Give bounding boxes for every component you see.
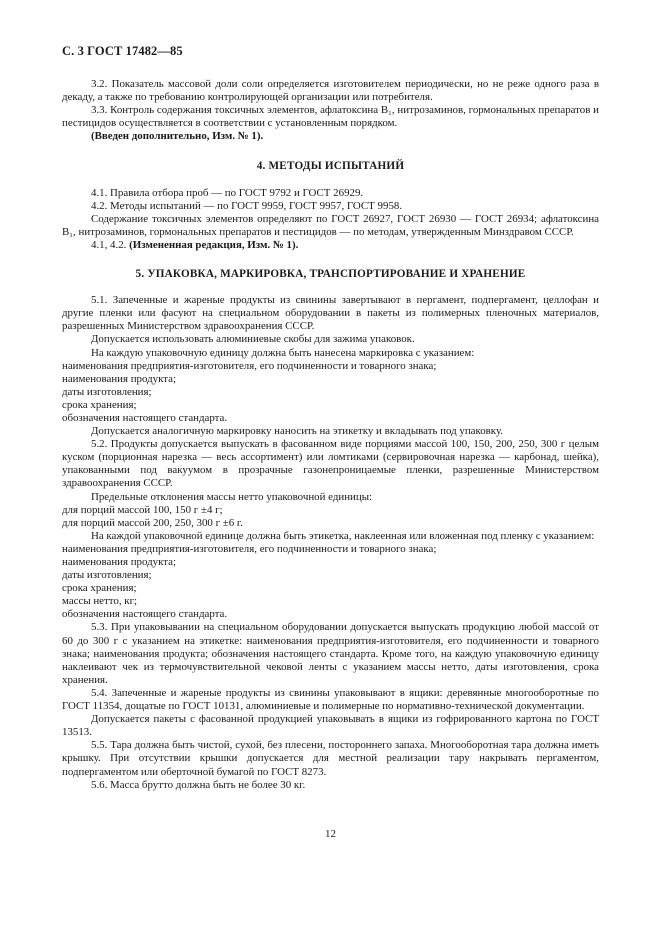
section-heading-5: 5. УПАКОВКА, МАРКИРОВКА, ТРАНСПОРТИРОВАНИЕ И ХРАНЕНИЕ [135,268,526,281]
amendment-note-3: (Введен дополнительно, Изм. № 1). [91,130,264,143]
paragraph-5-1-marking: На каждую упаковочную единицу должна быть нанесена маркировка с указанием: [91,346,475,359]
list-item: наименования предприятия-изготовителя, его подчиненности и товарного знака; [62,542,437,555]
paragraph-5-4: 5.4. Запеченные и жареные продукты из свинины упаковывают в ящики: деревянные многооборотные по ГОСТ 11354, дощатые по ГОСТ 10131, алюминиевые и полимерные по нормативно-технической документации. [62,686,599,713]
list-item: наименования продукта; [62,556,177,568]
list-item: обозначения настоящего стандарта. [62,411,228,424]
paragraph-5-2-label: На каждой упаковочной единице должна быть этикетка, наклеенная или вложенная под пленку с указанием: [91,529,595,542]
note-prefix: 4.1, 4.2. [91,238,127,251]
list-item: для порций массой 200, 250, 300 г ±6 г. [62,516,243,529]
list-item: даты изготовления; [62,385,152,398]
paragraph-5-2-tolerance: Предельные отклонения массы нетто упаковочной единицы: [91,490,373,503]
document-body [62,78,599,792]
section-heading-4: 4. МЕТОДЫ ИСПЫТАНИЙ [256,160,405,173]
paragraph-3-3: 3.3. Контроль содержания токсичных элементов, афлатоксина B₁, нитрозаминов, гормональных препаратов и пестицидов осуществляется в соответствии с установленным порядком. [62,104,599,130]
note-text: (Измененная редакция, Изм. № 1). [129,238,299,251]
paragraph-5-1-staples: Допускается использовать алюминиевые скобы для зажима упаковок. [91,333,415,346]
paragraph-3-2: 3.2. Показатель массовой доли соли определяется изготовителем периодически, но не реже одного раза в декаду, а также по требованию контролирующей организации или потребителя. [62,78,599,104]
paragraph-5-1: 5.1. Запеченные и жареные продукты из свинины завертывают в пергамент, подпергамент, целлофан и другие пленки или фасуют на специальном оборудовании в пакеты из полимерных пленочных материалов, разрешенных Министерством здравоохранения СССР. [62,294,599,333]
paragraph-5-3: 5.3. При упаковывании на специальном оборудовании допускается выпускать продукцию любой массой от 60 до 300 г с указанием на этикетке: наименования предприятия-изготовителя, его подчиненности и товарного знака; наименования продукта; обозначения настоящего стандарта. Кроме того, на каждую упаковочную единицу наклеивают чек из термочувствительной чековой ленты с указанием массы нетто, даты изготовления, срока хранения. [62,621,599,686]
paragraph-5-5: 5.5. Тара должна быть чистой, сухой, без плесени, постороннего запаха. Многооборотная тара должна иметь крышку. При отсутствии крышки допускается для местной реализации тару накрывать пергаментом, подпергаментом или оберточной бумагой по ГОСТ 8273. [62,739,599,778]
paragraph-5-4-cardboard: Допускается пакеты с фасованной продукцией упаковывать в ящики из гофрированного картона по ГОСТ 13513. [62,713,599,739]
paragraph-4-1: 4.1. Правила отбора проб — по ГОСТ 9792 и ГОСТ 26929. [91,186,364,199]
paragraph-5-6: 5.6. Масса брутто должна быть не более 30 кг. [91,778,306,791]
page-number: 12 [325,828,336,840]
list-item: массы нетто, кг; [62,595,138,608]
list-item: обозначения настоящего стандарта. [62,608,228,621]
running-header: С. 3 ГОСТ 17482—85 [62,44,183,58]
list-item: срока хранения; [62,582,137,595]
list-item: даты изготовления; [62,569,152,582]
list-item: срока хранения; [62,398,137,411]
paragraph-5-2: 5.2. Продукты допускается выпускать в фасованном виде порциями массой 100, 150, 200, 250, 300 г целым куском (порционная нарезка — весь ассортимент) или ломтиками (сервировочная нарезка — карбонад, шейка), упакованными под вакуумом в прозрачные газонепроницаемые пленки, разрешенные Министерством здравоохранения СССР. [62,438,599,490]
list-item: наименования предприятия-изготовителя, его подчиненности и товарного знака; [62,359,437,372]
paragraph-4-2: 4.2. Методы испытаний — по ГОСТ 9959, ГОСТ 9957, ГОСТ 9958. [91,199,403,212]
list-item: для порций массой 100, 150 г ±4 г; [62,503,223,516]
amendment-note-4 [62,239,599,252]
list-item: наименования продукта; [62,372,177,385]
paragraph-4-2-toxic: Содержание токсичных элементов определяют по ГОСТ 26927, ГОСТ 26930 — ГОСТ 26934; афлатоксина B₁, нитрозаминов, гормональных препаратов и пестицидов — по методам, утвержденным Минздравом СССР. [62,212,599,238]
paragraph-5-1-label: Допускается аналогичную маркировку наносить на этикетку и вкладывать под упаковку. [91,425,504,438]
